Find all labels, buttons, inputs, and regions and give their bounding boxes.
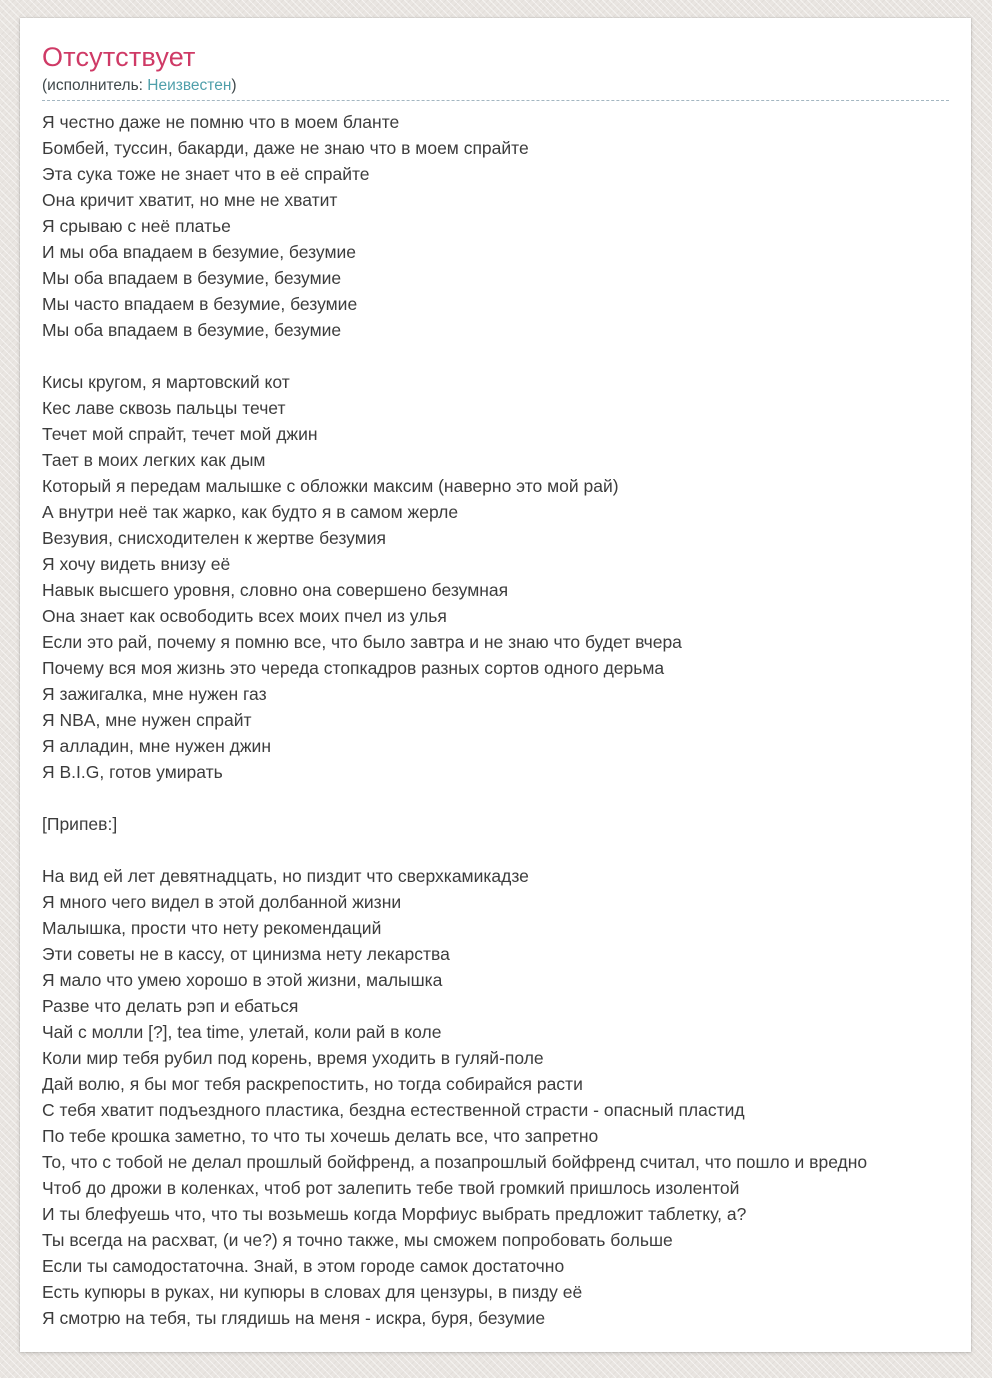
lyric-line: Мы часто впадаем в безумие, безумие [42, 294, 358, 314]
lyric-line: Который я передам малышке с обложки максим (наверно это мой рай) [42, 476, 619, 496]
lyric-line: То, что с тобой не делал прошлый бойфренд, а позапрошлый бойфренд считал, что пошло и вредно [42, 1152, 868, 1172]
lyric-line: Я B.I.G, готов умирать [42, 762, 223, 782]
artist-label-prefix: (исполнитель: [42, 77, 148, 94]
lyric-line: [Припев:] [42, 814, 118, 834]
lyric-line: Мы оба впадаем в безумие, безумие [42, 320, 342, 340]
lyric-line: Течет мой спрайт, течет мой джин [42, 424, 318, 444]
lyric-line: На вид ей лет девятнадцать, но пиздит что сверхкамикадзе [42, 866, 529, 886]
lyric-line: Кес лаве сквозь пальцы течет [42, 398, 286, 418]
song-title: Отсутствует [42, 42, 196, 72]
lyric-line [42, 343, 949, 369]
lyric-line: Кисы кругом, я мартовский кот [42, 372, 290, 392]
artist-label-suffix: ) [231, 77, 237, 94]
lyric-line: И ты блефуешь что, что ты возьмешь когда Морфиус выбрать предложит таблетку, а? [42, 1204, 747, 1224]
lyric-line: Она кричит хватит, но мне не хватит [42, 190, 338, 210]
artist-link[interactable]: Неизвестен [147, 77, 232, 94]
lyric-line: Ты всегда на расхват, (и че?) я точно также, мы сможем попробовать больше [42, 1230, 673, 1250]
lyric-line: Коли мир тебя рубил под корень, время уходить в гуляй-поле [42, 1048, 544, 1068]
lyric-line: Она знает как освободить всех моих пчел из улья [42, 606, 447, 626]
lyric-line: Бомбей, туссин, бакарди, даже не знаю что в моем спрайте [42, 138, 529, 158]
lyric-line: Чай с молли [?], tea time, улетай, коли рай в коле [42, 1022, 442, 1042]
lyric-line: А внутри неё так жарко, как будто я в самом жерле [42, 502, 459, 522]
lyrics-card [20, 18, 971, 1352]
lyric-line: Дай волю, я бы мог тебя раскрепостить, но тогда собирайся расти [42, 1074, 583, 1094]
lyric-line: С тебя хватит подъездного пластика, бездна естественной страсти - опасный пластид [42, 1100, 745, 1120]
lyric-line: Чтоб до дрожи в коленках, чтоб рот залепить тебе твой громкий пришлось изолентой [42, 1178, 740, 1198]
lyric-line: Везувия, снисходителен к жертве безумия [42, 528, 386, 548]
lyric-line [42, 837, 949, 863]
lyric-line: Я зажигалка, мне нужен газ [42, 684, 267, 704]
lyric-line: Эта сука тоже не знает что в её спрайте [42, 164, 370, 184]
lyric-line: И мы оба впадаем в безумие, безумие [42, 242, 357, 262]
lyric-line: Мы оба впадаем в безумие, безумие [42, 268, 342, 288]
lyric-line: Если ты самодостаточна. Знай, в этом городе самок достаточно [42, 1256, 565, 1276]
artist-line [42, 76, 949, 101]
lyric-line: По тебе крошка заметно, то что ты хочешь делать все, что запретно [42, 1126, 599, 1146]
lyric-line: Я хочу видеть внизу её [42, 554, 231, 574]
lyric-line: Разве что делать рэп и ебаться [42, 996, 299, 1016]
lyrics-text [42, 109, 949, 1331]
lyric-line: Я NBA, мне нужен спрайт [42, 710, 252, 730]
lyric-line [42, 785, 949, 811]
lyric-line: Тает в моих легких как дым [42, 450, 266, 470]
lyric-line: Малышка, прости что нету рекомендаций [42, 918, 382, 938]
lyric-line: Если это рай, почему я помню все, что было завтра и не знаю что будет вчера [42, 632, 682, 652]
lyric-line: Почему вся моя жизнь это череда стопкадров разных сортов одного дерьма [42, 658, 665, 678]
lyric-line: Навык высшего уровня, словно она совершено безумная [42, 580, 509, 600]
lyric-line: Эти советы не в кассу, от цинизма нету лекарства [42, 944, 450, 964]
lyric-line: Я много чего видел в этой долбанной жизни [42, 892, 402, 912]
lyric-line: Я срываю с неё платье [42, 216, 231, 236]
lyric-line: Я мало что умею хорошо в этой жизни, малышка [42, 970, 443, 990]
lyric-line: Есть купюры в руках, ни купюры в словах для цензуры, в пизду её [42, 1282, 583, 1302]
lyric-line: Я честно даже не помню что в моем бланте [42, 112, 400, 132]
lyric-line: Я алладин, мне нужен джин [42, 736, 271, 756]
lyric-line: Я смотрю на тебя, ты глядишь на меня - искра, буря, безумие [42, 1308, 546, 1328]
